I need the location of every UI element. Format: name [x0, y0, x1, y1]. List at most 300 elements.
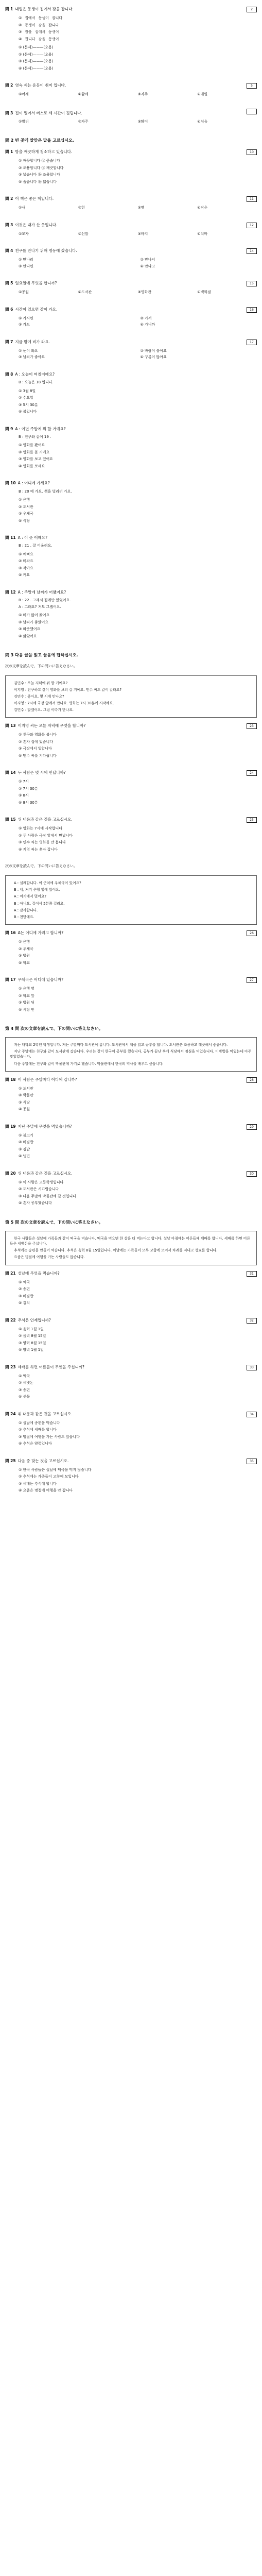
option-item[interactable]	[19, 779, 257, 785]
option-item[interactable]	[19, 826, 257, 832]
option-item[interactable]: ①빨리	[19, 119, 29, 124]
option-part: ③	[19, 30, 22, 34]
question-text: A : 오늘이 며칠이에요?	[15, 371, 55, 377]
question	[5, 280, 257, 295]
option-item[interactable]	[19, 613, 257, 618]
option-item[interactable]	[19, 23, 257, 28]
question	[5, 149, 257, 184]
option-item[interactable]	[19, 572, 257, 578]
option-item[interactable]: ②자주	[78, 119, 89, 124]
options-list	[19, 158, 257, 184]
reading-passage	[5, 875, 257, 925]
option-grid	[19, 290, 257, 295]
question-header	[5, 1171, 257, 1177]
passage-line: 요즘은 명절에 여행을 가는 사람들도 많습니다.	[14, 1255, 85, 1260]
question	[5, 222, 257, 237]
question-number: 問 23	[5, 1364, 16, 1369]
option-text: ① 은행	[19, 940, 30, 944]
option-text: ① 영화는 7시에 시작합니다	[19, 826, 63, 831]
option-item[interactable]	[19, 1427, 257, 1433]
question	[5, 82, 257, 97]
question-text: 방을 깨끗하게 청소하고 있습니다.	[15, 149, 73, 155]
option-item[interactable]	[19, 552, 257, 557]
question-text: 일요일에 무엇을 합니까?	[15, 281, 57, 286]
question	[5, 426, 257, 469]
option-item[interactable]	[19, 511, 257, 517]
option-item[interactable]	[19, 1086, 257, 1092]
answer-box[interactable]: 29	[247, 1124, 257, 1130]
option-item[interactable]	[19, 1341, 257, 1346]
option-text: ① 7시	[19, 779, 29, 784]
option-item[interactable]	[19, 1434, 257, 1440]
option-text: ② 도서관은 시끄럽습니다	[19, 1187, 59, 1192]
option-text: ① 이 사람은 고등학생입니다	[19, 1180, 64, 1184]
answer-box[interactable]: 25	[247, 817, 257, 823]
option-item[interactable]	[19, 946, 257, 952]
question	[5, 535, 257, 578]
option-item[interactable]	[19, 626, 257, 632]
option-item[interactable]	[19, 800, 257, 806]
option-item[interactable]	[19, 29, 257, 35]
dialog-line: B : 오늘은 18 입니다.	[19, 380, 54, 384]
option-item[interactable]	[19, 566, 257, 571]
option-item[interactable]	[19, 450, 257, 455]
option-item[interactable]: ②신발	[78, 231, 89, 236]
question-number: 問 21	[5, 1270, 16, 1276]
option-item[interactable]	[19, 1100, 257, 1106]
passage-line: 저는 대학교 2학년 학생입니다. 저는 주말마다 도서관에 갑니다. 도서관에서 책을 읽고 공부를 합니다. 도서관은 조용하고 깨끗해서 좋습니다.	[14, 1043, 228, 1047]
option-item[interactable]: ④처음	[197, 119, 208, 124]
question-text: 이것은 내가 산 옷입니다.	[15, 222, 58, 227]
dialog-line: A : 그래요? 저도 그랬어요.	[19, 604, 61, 609]
option-text: ① 떡국	[19, 1374, 30, 1378]
option-item[interactable]	[19, 179, 257, 185]
option-text: ③ 영화를 보고 있어요	[19, 457, 54, 462]
option-item[interactable]	[19, 1333, 257, 1339]
answer-box[interactable]: 10	[247, 149, 257, 155]
option-item[interactable]: ① 눈이 와요	[19, 348, 38, 353]
question	[5, 371, 257, 415]
answer-box[interactable]: 24	[247, 770, 257, 776]
option-text: ③ 작아요	[19, 566, 33, 570]
option-item[interactable]	[19, 388, 257, 394]
option-item[interactable]	[19, 1474, 257, 1480]
option-text: ② 추석에 세배를 합니다	[19, 1428, 57, 1432]
option-grid	[19, 119, 257, 125]
answer-box[interactable]: 31	[247, 1271, 257, 1277]
reading-passage	[5, 1231, 257, 1265]
option-grid	[19, 205, 257, 211]
option-item[interactable]: ③많이	[137, 119, 148, 124]
answer-box[interactable]: 30	[247, 1171, 257, 1177]
question-header	[5, 82, 257, 89]
option-item[interactable]	[19, 1133, 257, 1139]
option-item[interactable]	[19, 753, 257, 759]
option-item[interactable]: ①공원	[19, 290, 29, 295]
question	[5, 1458, 257, 1494]
option-part: 잡니다	[48, 23, 59, 27]
question	[5, 770, 257, 805]
options-list	[19, 443, 257, 469]
option-text: ③ 송편	[19, 1387, 30, 1392]
question-header	[5, 6, 257, 12]
options-list	[19, 1086, 257, 1112]
question-header	[5, 1124, 257, 1130]
option-item[interactable]: ③ 가도	[19, 323, 30, 327]
question	[5, 196, 257, 211]
option-item[interactable]: ③ 만나면	[19, 264, 33, 268]
options-list	[19, 939, 257, 965]
passage-line: 이지영 : 친구하고 같이 영화를 보러 갈 거예요. 민수 씨도 같이 갈래요?	[14, 687, 122, 692]
question-header	[5, 109, 257, 116]
option-item[interactable]: ②도서관	[78, 290, 92, 295]
option-part: 동생이	[25, 23, 36, 27]
answer-box[interactable]: 12	[247, 223, 257, 228]
option-item[interactable]	[19, 786, 257, 792]
option-item[interactable]: ①어제	[19, 92, 29, 96]
option-text: ② 영화를 볼 거예요	[19, 450, 50, 454]
question	[5, 1411, 257, 1447]
option-item[interactable]	[19, 1093, 257, 1098]
section-title: 第 5 問 次の文章を読んで、下の問いに答えなさい。	[5, 1219, 103, 1225]
option-item[interactable]	[19, 1467, 257, 1473]
option-item[interactable]: ② 만나서	[140, 258, 155, 262]
option-item[interactable]	[19, 1374, 257, 1379]
option-item[interactable]	[19, 1147, 257, 1153]
option-item[interactable]	[19, 960, 257, 966]
option-item[interactable]: ④ 구름이 많아요	[140, 355, 167, 360]
question-header	[5, 1077, 257, 1083]
option-item[interactable]	[19, 833, 257, 839]
choice-item: ① (문제)———(오용)	[19, 45, 54, 49]
answer-box[interactable]: 14	[247, 248, 257, 254]
dialog-line: B : 20 에 가요. 책을 빌리러 가요.	[19, 489, 72, 494]
question-number: 問 9	[5, 426, 13, 431]
option-item[interactable]	[19, 165, 257, 171]
option-text: ③ 병원	[19, 954, 30, 958]
dialog-lines	[19, 380, 257, 385]
option-item[interactable]: ④백화점	[197, 290, 211, 295]
question-header	[5, 977, 257, 983]
question-number: 問 13	[5, 723, 16, 728]
option-item[interactable]	[19, 847, 257, 853]
option-item[interactable]: ④치마	[197, 231, 208, 236]
option-text: ② 박물관	[19, 1093, 33, 1098]
question-number: 問 4	[5, 248, 13, 253]
option-item[interactable]	[19, 497, 257, 503]
option-item[interactable]	[19, 456, 257, 462]
question-number: 問 18	[5, 1077, 16, 1082]
option-text: ③ 명절에 여행을 가는 사람도 있습니다	[19, 1434, 80, 1439]
option-part: 동생이	[48, 30, 59, 34]
option-item[interactable]: ③ 날씨가 좋아요	[19, 355, 45, 360]
passage-line: 다음 주말에는 친구와 같이 박물관에 가기로 했습니다. 박물관에서 한국의 역사를 배우고 싶습니다.	[14, 1061, 164, 1066]
question-number: 問 6	[5, 307, 13, 312]
option-item[interactable]	[19, 464, 257, 469]
option-text: ③ 식당	[19, 1100, 30, 1105]
option-item[interactable]	[19, 840, 257, 845]
option-item[interactable]	[19, 518, 257, 524]
question-text: 집이 멀어서 버스로 세 시간이 걸립니다.	[15, 110, 82, 115]
option-text: ② 비싸요	[19, 559, 33, 564]
question	[5, 1364, 257, 1400]
option-text: ④ 식당	[19, 518, 30, 523]
passage-line: A : 여기에서 멀어요?	[14, 894, 46, 899]
option-text: ② 추석에는 가족들이 고향에 모입니다	[19, 1475, 79, 1479]
option-item[interactable]	[19, 1180, 257, 1185]
option-item[interactable]: ④매일	[197, 92, 208, 96]
option-text: ② 우체국	[19, 946, 33, 951]
option-item[interactable]	[19, 1000, 257, 1006]
option-text: ② 비빔밥	[19, 1140, 33, 1145]
option-part: 동생이	[48, 37, 59, 41]
option-item[interactable]: ① 가시면	[19, 316, 33, 320]
option-item[interactable]	[19, 402, 257, 408]
question-header	[5, 149, 257, 155]
option-text: ④ 양력 1월 1일	[19, 1348, 44, 1352]
option-item[interactable]	[19, 1294, 257, 1299]
option-item[interactable]	[19, 993, 257, 999]
option-item[interactable]: ① 만나러	[19, 258, 33, 262]
option-item[interactable]	[19, 1187, 257, 1192]
option-item[interactable]	[19, 953, 257, 959]
option-part: ④	[19, 37, 22, 41]
question-number: 問 12	[5, 589, 16, 595]
option-item[interactable]	[19, 504, 257, 510]
option-item[interactable]	[19, 1107, 257, 1112]
options-list	[19, 1280, 257, 1306]
question-header	[5, 770, 257, 776]
choice-item: ④ (문제)———(오용)	[19, 66, 54, 71]
question-number: 問 2	[5, 196, 13, 201]
question-header	[5, 1317, 257, 1324]
option-item[interactable]	[19, 1007, 257, 1013]
options-list	[19, 1327, 257, 1353]
option-item[interactable]: ③영화관	[137, 290, 152, 295]
option-item[interactable]	[19, 1380, 257, 1386]
question-text: 내일은 동생이 집에서 잠을 잡니다.	[15, 7, 74, 11]
option-item[interactable]	[19, 732, 257, 738]
option-item[interactable]	[19, 793, 257, 799]
passage-line: 김민수 : 오늘 저녁에 뭐 할 거예요?	[14, 681, 68, 685]
answer-box[interactable]: 33	[247, 1365, 257, 1370]
option-grid	[19, 348, 257, 360]
option-text: ③ 민수 씨는 영화를 안 봅니다	[19, 840, 66, 845]
reading-passage	[5, 1037, 257, 1072]
question-text: 위 내용과 같은 것을 고르십시오.	[18, 1411, 73, 1416]
question	[5, 1171, 257, 1206]
option-item[interactable]: ④ 만나고	[140, 264, 155, 268]
question-number: 問 17	[5, 977, 16, 982]
option-item[interactable]	[19, 443, 257, 448]
option-text: ② 세뱃돈	[19, 1381, 33, 1385]
option-item[interactable]	[19, 1280, 257, 1285]
option-part: 잠을	[38, 23, 46, 27]
option-item[interactable]	[19, 395, 257, 401]
question-number: 問 25	[5, 1458, 16, 1463]
option-item[interactable]	[19, 158, 257, 164]
option-text: ① 영화를 봤어요	[19, 443, 45, 448]
option-item[interactable]	[19, 939, 257, 945]
answer-box[interactable]	[247, 109, 257, 114]
option-text: ③ 병원 뒤	[19, 1001, 35, 1005]
option-item[interactable]	[19, 1154, 257, 1159]
option-item[interactable]	[19, 1420, 257, 1426]
options-list	[19, 1467, 257, 1494]
option-item[interactable]: ②함께	[78, 92, 89, 96]
passage-line: A : 실례합니다. 이 근처에 우체국이 있어요?	[14, 880, 81, 885]
options-list	[19, 732, 257, 758]
dialog-line: B : 21 . 잘 어울려요.	[19, 544, 53, 548]
question	[5, 307, 257, 328]
question	[5, 248, 257, 269]
option-item[interactable]	[19, 634, 257, 639]
question-text: 이 책은 좋은 책입니다.	[15, 196, 54, 201]
question-number: 問 1	[5, 149, 13, 155]
option-part: 잡니다	[25, 37, 36, 41]
question-text: A : 주말에 날씨가 어땠어요?	[18, 589, 66, 595]
answer-box[interactable]: 35	[247, 1459, 257, 1464]
option-part: ②	[19, 23, 22, 27]
option-item[interactable]	[19, 172, 257, 178]
option-text: ① 한국 사람들은 설날에 떡국을 먹지 않습니다	[19, 1467, 92, 1472]
question-number: 問 11	[5, 535, 16, 540]
dialog-lines	[19, 489, 257, 495]
option-text: ② 날씨가 좋았어요	[19, 620, 49, 624]
question-header	[5, 817, 257, 823]
options-list	[19, 1420, 257, 1447]
option-item[interactable]	[19, 1300, 257, 1306]
question-text: 우체국은 어디에 있습니까?	[18, 977, 64, 982]
option-item[interactable]	[19, 986, 257, 992]
question	[5, 480, 257, 523]
option-item[interactable]: ④ 가니까	[140, 323, 155, 327]
question	[5, 1077, 257, 1112]
option-item[interactable]	[19, 1194, 257, 1199]
instruction: 次の文章を読んで、下の問いに答えなさい。	[5, 864, 77, 869]
option-text: ③ 우체국	[19, 512, 33, 516]
answer-box[interactable]: 16	[247, 307, 257, 313]
option-item[interactable]	[19, 1327, 257, 1332]
question-number: 問 8	[5, 371, 13, 377]
option-text: ③ 비빔밥	[19, 1294, 33, 1298]
option-item[interactable]: ②헌	[78, 206, 85, 210]
question	[5, 817, 257, 852]
question-header	[5, 1364, 257, 1370]
option-item[interactable]: ①새	[19, 206, 26, 210]
option-item[interactable]	[19, 1140, 257, 1145]
question-text: 두 사람은 몇 시에 만납니까?	[18, 770, 66, 775]
question	[5, 339, 257, 360]
option-text: ④ 커요	[19, 573, 30, 578]
answer-box[interactable]: 5	[247, 83, 257, 89]
question-header	[5, 280, 257, 286]
option-part: 집에서	[34, 30, 46, 34]
option-text: ③ 양력 8월 15일	[19, 1341, 46, 1345]
question-text: 위 내용과 같은 것을 고르십시오.	[18, 817, 73, 822]
question-text: 세배를 하면 어른들이 무엇을 주십니까?	[18, 1364, 84, 1369]
option-item[interactable]	[19, 1481, 257, 1487]
question-header	[5, 589, 257, 595]
option-item[interactable]	[19, 1441, 257, 1447]
option-item[interactable]	[19, 1488, 257, 1494]
option-text: ④ 8시 30분	[19, 800, 38, 805]
question-header	[5, 307, 257, 313]
option-item[interactable]	[19, 1387, 257, 1393]
option-item[interactable]: ③옛	[137, 206, 145, 210]
option-item[interactable]	[19, 1200, 257, 1206]
option-item[interactable]	[19, 15, 257, 21]
option-text: ① 은행 옆	[19, 987, 35, 991]
option-text: ② 송편	[19, 1287, 30, 1292]
answer-box[interactable]: 34	[247, 1412, 257, 1417]
question-number: 問 3	[5, 110, 13, 115]
option-text: ④ 냉면	[19, 1154, 30, 1159]
question-number: 問 10	[5, 481, 16, 486]
question-number: 問 7	[5, 339, 13, 344]
answer-box[interactable]: 32	[247, 1318, 257, 1324]
option-item[interactable]: ③자주	[137, 92, 148, 96]
option-text: ④ 좁습니다 ⓑ 넓습니다	[19, 179, 57, 184]
option-text: ③ 8시	[19, 793, 29, 798]
option-text: ① 설날에 송편을 먹습니다	[19, 1420, 60, 1425]
question-header	[5, 1411, 257, 1417]
option-item[interactable]: ①모자	[19, 231, 29, 236]
option-item[interactable]	[19, 37, 257, 42]
question	[5, 1270, 257, 1306]
options-list	[19, 986, 257, 1012]
option-text: ③ 세배는 추석에 합니다	[19, 1481, 57, 1486]
question-text: 이지영 씨는 오늘 저녁에 무엇을 합니까?	[18, 723, 86, 728]
option-part: 잠을	[38, 37, 46, 41]
option-item[interactable]	[19, 1347, 257, 1353]
section-title: 問 3 다음 글을 읽고 물음에 답하십시오.	[5, 653, 78, 657]
option-item[interactable]	[19, 558, 257, 564]
option-text: ② 조용합니다 ⓑ 깨끗합니다	[19, 165, 64, 170]
question-header	[5, 222, 257, 228]
option-item[interactable]: ④작은	[197, 206, 208, 210]
option-item[interactable]	[19, 739, 257, 745]
option-item[interactable]	[19, 746, 257, 752]
question-number: 問 3	[5, 222, 13, 227]
option-text: ④ 영화를 보세요	[19, 464, 45, 468]
option-text: ④ 지영 씨는 혼자 갑니다	[19, 847, 58, 852]
options-list	[19, 497, 257, 523]
question-number: 問 5	[5, 281, 13, 286]
answer-box[interactable]: 23	[247, 723, 257, 729]
option-item[interactable]	[19, 620, 257, 625]
answer-box[interactable]: 26	[247, 930, 257, 936]
section-title: 第 4 問 次の文章を読んで、下の問いに答えなさい。	[5, 1026, 103, 1031]
answer-box[interactable]: 2	[247, 7, 257, 12]
question-text: A : 이 옷 어때요?	[18, 535, 47, 540]
option-item[interactable]: ③바지	[137, 231, 148, 236]
option-item[interactable]	[19, 409, 257, 415]
answer-box[interactable]: 15	[247, 281, 257, 286]
option-item[interactable]: ② 바람이 불어요	[140, 348, 167, 353]
answer-box[interactable]: 11	[247, 196, 257, 202]
answer-box[interactable]: 17	[247, 340, 257, 345]
question-number: 問 2	[5, 83, 13, 88]
dialog-lines	[19, 434, 257, 440]
option-item[interactable]	[19, 1286, 257, 1292]
choice-item: ③ (문제)———(오용)	[19, 59, 54, 63]
option-item[interactable]	[19, 1394, 257, 1400]
option-text: ④ 민수 씨를 기다립니다	[19, 753, 57, 758]
answer-box[interactable]: 27	[247, 977, 257, 983]
answer-box[interactable]: 28	[247, 1077, 257, 1083]
option-item[interactable]: ② 가서	[140, 316, 152, 320]
